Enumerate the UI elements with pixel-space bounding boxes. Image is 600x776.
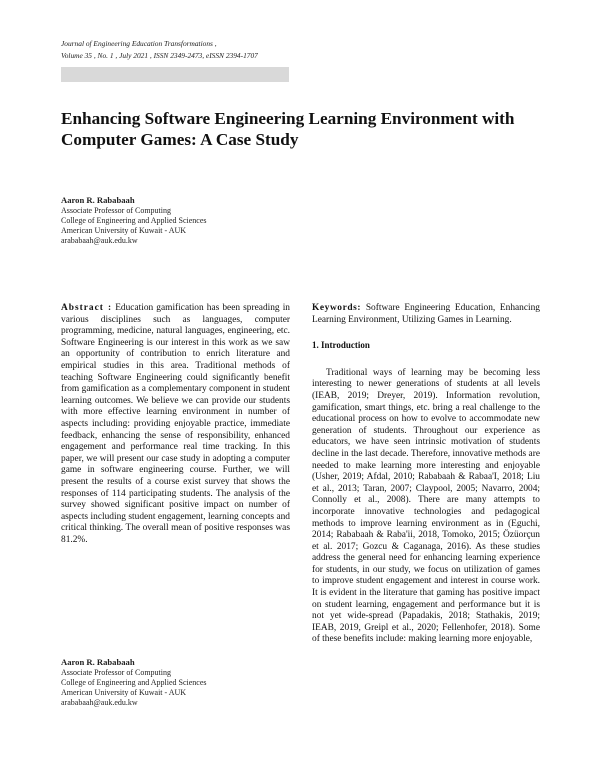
author-college: College of Engineering and Applied Sciences bbox=[61, 216, 207, 225]
author-position: Associate Professor of Computing bbox=[61, 668, 171, 677]
author-block-top bbox=[61, 194, 207, 246]
introduction-text: Traditional ways of learning may be becoming less interesting to newer generations of students at all levels (IEAB, 2019; Dreyer, 2019). Information revolution, gamification, smart things, etc. bring a real challenge to the educational process on how to evolve to accommodate new generation of students. Throughout our experience as educators, we have seen intrinsic motivation of students decline in the last decade. Therefore, innovative methods are needed to make learning more interesting and enjoyable (Usher, 2019; Afdal, 2010; Rababaah & Rabaa'I, 2018; Liu et al., 2013; Taran, 2007; Claypool, 2005; Navarro, 2004; Connolly et al., 2008). There are many attempts to incorporate innovative technologies and pedagogical methods to improve learning environment as in (Eguchi, 2014; Rababaah & Raba'ii, 2018, Tomoko, 2015; Özüorçun et al. 2017; Gozcu & Caganaga, 2016). As these studies address the general need for enhancing learning experience for students, in our study, we focus on utilization of games to improve student engagement and interest in course work. It is evident in the literature that gaming has positive impact on student learning, engagement and performance but it is not yet wide-spread (Papadakis, 2018; Stathakis, 2019; IEAB, 2019, Greipl et al., 2020; Fellenhofer, 2018). Some of these benefits include: making learning more enjoyable, bbox=[312, 367, 540, 645]
author-college: College of Engineering and Applied Sciences bbox=[61, 678, 207, 687]
abstract-column bbox=[61, 303, 290, 546]
journal-header bbox=[61, 38, 258, 62]
author-university: American University of Kuwait - AUK bbox=[61, 688, 187, 697]
paper-title: Enhancing Software Engineering Learning Environment with Computer Games: A Case Study bbox=[61, 109, 515, 149]
section-heading-introduction: 1. Introduction bbox=[312, 340, 370, 351]
abstract-text: Education gamification has been spreading in various disciplines such as languages, computer programming, medicine, natural languages, engineering, etc. Software Engineering is our interest in this work as we saw an opportunity of contribution to enrich literature and empirical studies in this area. Traditional methods of teaching Software Engineering could significantly benefit from gamification as a complementary component in student learning outcomes. We believe we can provide our students with more effective learning environment in number of aspects including: providing enjoyable practice, immediate feedback, enhancing the sense of responsibility, enhanced engagement and performance real time tracking. In this paper, we will present our case study in adopting a computer game in software engineering course. Further, we will present the results of a course exist survey that shows the responses of 114 participating students. The analysis of the survey showed significant positive impact on number of aspects including student engagement, learning concepts and critical thinking. The overall mean of positive responses was 81.2%. bbox=[61, 303, 290, 545]
journal-name: Journal of Engineering Education Transformations , bbox=[61, 39, 217, 48]
journal-volume-info: Volume 35 , No. 1 , July 2021 , ISSN 2349-2473, eISSN 2394-1707 bbox=[61, 51, 258, 60]
author-university: American University of Kuwait - AUK bbox=[61, 226, 187, 235]
author-email: arababaah@auk.edu.kw bbox=[61, 236, 138, 245]
author-email: arababaah@auk.edu.kw bbox=[61, 698, 138, 707]
author-block-bottom bbox=[61, 656, 207, 708]
keywords-text: Software Engineering Education, Enhancing Learning Environment, Utilizing Games in Learning. bbox=[312, 303, 540, 325]
author-name: Aaron R. Rababaah bbox=[61, 657, 135, 667]
author-position: Associate Professor of Computing bbox=[61, 206, 171, 215]
header-bar bbox=[61, 67, 289, 82]
keywords bbox=[312, 303, 540, 326]
abstract bbox=[61, 303, 290, 546]
author-name: Aaron R. Rababaah bbox=[61, 195, 135, 205]
keywords-label: Keywords: bbox=[312, 303, 362, 313]
abstract-label: Abstract : bbox=[61, 303, 113, 313]
right-column bbox=[312, 303, 540, 646]
